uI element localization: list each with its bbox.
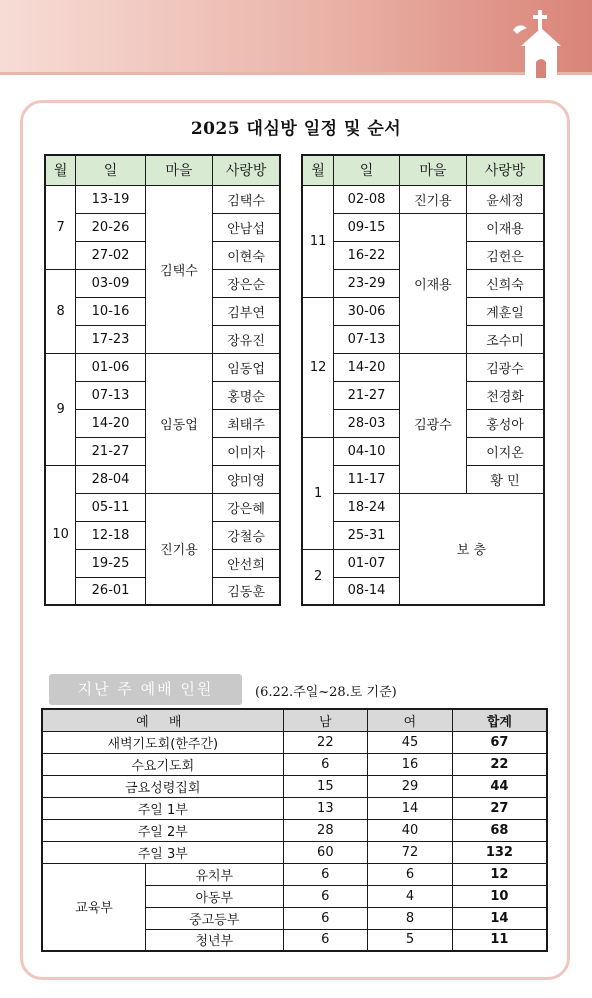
village-cell: 이재용	[399, 213, 466, 353]
header-service: 예 배	[42, 709, 283, 731]
table-row	[42, 775, 547, 797]
header-village: 마을	[399, 155, 466, 185]
date-cell: 13-19	[76, 185, 145, 213]
male-count: 6	[283, 885, 368, 907]
month-cell: 11	[302, 185, 334, 297]
table-header-row	[302, 155, 544, 185]
date-cell: 10-16	[76, 297, 145, 325]
room-cell: 장은순	[213, 269, 280, 297]
date-cell: 23-29	[334, 269, 399, 297]
date-cell: 04-10	[334, 437, 399, 465]
date-cell: 26-01	[76, 577, 145, 605]
date-cell: 21-27	[76, 437, 145, 465]
total-count: 10	[452, 885, 547, 907]
date-cell: 09-15	[334, 213, 399, 241]
header-date: 일	[76, 155, 145, 185]
date-cell: 25-31	[334, 521, 399, 549]
header-month: 월	[302, 155, 334, 185]
date-cell: 19-25	[76, 549, 145, 577]
date-cell: 14-20	[76, 409, 145, 437]
date-cell: 30-06	[334, 297, 399, 325]
attendance-basis: (6.22.주일~28.토 기준)	[255, 685, 397, 700]
date-cell: 05-11	[76, 493, 145, 521]
month-cell: 7	[45, 185, 76, 269]
service-name: 청년부	[146, 929, 283, 951]
month-cell: 10	[45, 465, 76, 605]
date-cell: 12-18	[76, 521, 145, 549]
room-cell: 홍성아	[467, 409, 544, 437]
room-cell: 김헌은	[467, 241, 544, 269]
header-room: 사랑방	[213, 155, 280, 185]
table-header-row	[42, 709, 547, 731]
room-cell: 계훈일	[467, 297, 544, 325]
table-row	[45, 185, 280, 213]
service-name: 아동부	[146, 885, 283, 907]
attendance-table	[41, 708, 548, 952]
female-count: 40	[368, 819, 453, 841]
room-cell: 천경화	[467, 381, 544, 409]
service-name: 유치부	[146, 863, 283, 885]
male-count: 6	[283, 753, 368, 775]
room-cell: 강철승	[213, 521, 280, 549]
schedule-table-left	[44, 154, 281, 606]
header-month: 월	[45, 155, 76, 185]
female-count: 5	[368, 929, 453, 951]
female-count: 4	[368, 885, 453, 907]
total-count: 68	[452, 819, 547, 841]
female-count: 16	[368, 753, 453, 775]
date-cell: 17-23	[76, 325, 145, 353]
total-count: 22	[452, 753, 547, 775]
header-female: 여	[368, 709, 453, 731]
male-count: 6	[283, 929, 368, 951]
female-count: 29	[368, 775, 453, 797]
month-cell: 2	[302, 549, 334, 605]
total-count: 44	[452, 775, 547, 797]
service-name: 새벽기도회(한주간)	[42, 731, 283, 753]
male-count: 28	[283, 819, 368, 841]
total-count: 12	[452, 863, 547, 885]
service-name: 주일 2부	[42, 819, 283, 841]
schedule-table-right	[301, 154, 545, 606]
table-row	[302, 353, 544, 381]
room-cell: 안남섭	[213, 213, 280, 241]
service-name: 금요성령집회	[42, 775, 283, 797]
male-count: 60	[283, 841, 368, 863]
table-row	[302, 493, 544, 521]
header-male: 남	[283, 709, 368, 731]
service-name: 수요기도회	[42, 753, 283, 775]
room-cell: 안선희	[213, 549, 280, 577]
room-cell: 김광수	[467, 353, 544, 381]
female-count: 14	[368, 797, 453, 819]
date-cell: 21-27	[334, 381, 399, 409]
date-cell: 14-20	[334, 353, 399, 381]
supplement-cell: 보 충	[399, 493, 544, 605]
room-cell: 이미자	[213, 437, 280, 465]
header-village: 마을	[145, 155, 212, 185]
room-cell: 임동업	[213, 353, 280, 381]
date-cell: 27-02	[76, 241, 145, 269]
room-cell: 김택수	[213, 185, 280, 213]
month-cell: 1	[302, 437, 334, 549]
education-label: 교육부	[42, 863, 146, 951]
male-count: 22	[283, 731, 368, 753]
room-cell: 장유진	[213, 325, 280, 353]
table-row	[302, 213, 544, 241]
church-icon	[505, 6, 577, 78]
room-cell: 이현숙	[213, 241, 280, 269]
service-name: 주일 3부	[42, 841, 283, 863]
total-count: 14	[452, 907, 547, 929]
date-cell: 18-24	[334, 493, 399, 521]
female-count: 6	[368, 863, 453, 885]
table-row	[42, 819, 547, 841]
date-cell: 11-17	[334, 465, 399, 493]
header-divider	[0, 72, 592, 75]
month-cell: 8	[45, 269, 76, 353]
date-cell: 16-22	[334, 241, 399, 269]
male-count: 15	[283, 775, 368, 797]
page-title: 2025 대심방 일정 및 순서	[190, 119, 402, 139]
date-cell: 08-14	[334, 577, 399, 605]
month-cell: 12	[302, 297, 334, 437]
date-cell: 01-07	[334, 549, 399, 577]
village-cell: 진기용	[145, 493, 212, 605]
female-count: 8	[368, 907, 453, 929]
table-row	[42, 797, 547, 819]
female-count: 72	[368, 841, 453, 863]
header-room: 사랑방	[467, 155, 544, 185]
village-cell: 임동업	[145, 353, 212, 493]
date-cell: 07-13	[76, 381, 145, 409]
table-row	[42, 731, 547, 753]
total-count: 11	[452, 929, 547, 951]
date-cell: 02-08	[334, 185, 399, 213]
room-cell: 김동훈	[213, 577, 280, 605]
village-cell: 김택수	[145, 185, 212, 353]
header-date: 일	[334, 155, 399, 185]
room-cell: 최태주	[213, 409, 280, 437]
male-count: 13	[283, 797, 368, 819]
service-name: 중고등부	[146, 907, 283, 929]
room-cell: 김부연	[213, 297, 280, 325]
room-cell: 윤세정	[467, 185, 544, 213]
village-cell: 김광수	[399, 353, 466, 493]
table-row	[302, 185, 544, 213]
header-band	[0, 0, 592, 72]
table-row	[42, 863, 547, 885]
male-count: 6	[283, 863, 368, 885]
table-row	[45, 353, 280, 381]
date-cell: 20-26	[76, 213, 145, 241]
date-cell: 01-06	[76, 353, 145, 381]
total-count: 132	[452, 841, 547, 863]
total-count: 27	[452, 797, 547, 819]
total-count: 67	[452, 731, 547, 753]
room-cell: 신희숙	[467, 269, 544, 297]
room-cell: 조수미	[467, 325, 544, 353]
room-cell: 이재용	[467, 213, 544, 241]
attendance-heading: 지난 주 예배 인원	[49, 674, 242, 705]
table-row	[45, 493, 280, 521]
header-total: 합계	[452, 709, 547, 731]
room-cell: 강은혜	[213, 493, 280, 521]
village-cell: 진기용	[399, 185, 466, 213]
room-cell: 이지온	[467, 437, 544, 465]
table-header-row	[45, 155, 280, 185]
room-cell: 홍명순	[213, 381, 280, 409]
service-name: 주일 1부	[42, 797, 283, 819]
date-cell: 07-13	[334, 325, 399, 353]
male-count: 6	[283, 907, 368, 929]
table-row	[42, 753, 547, 775]
month-cell: 9	[45, 353, 76, 465]
date-cell: 28-04	[76, 465, 145, 493]
table-row	[42, 841, 547, 863]
room-cell: 황 민	[467, 465, 544, 493]
female-count: 45	[368, 731, 453, 753]
date-cell: 28-03	[334, 409, 399, 437]
room-cell: 양미영	[213, 465, 280, 493]
date-cell: 03-09	[76, 269, 145, 297]
